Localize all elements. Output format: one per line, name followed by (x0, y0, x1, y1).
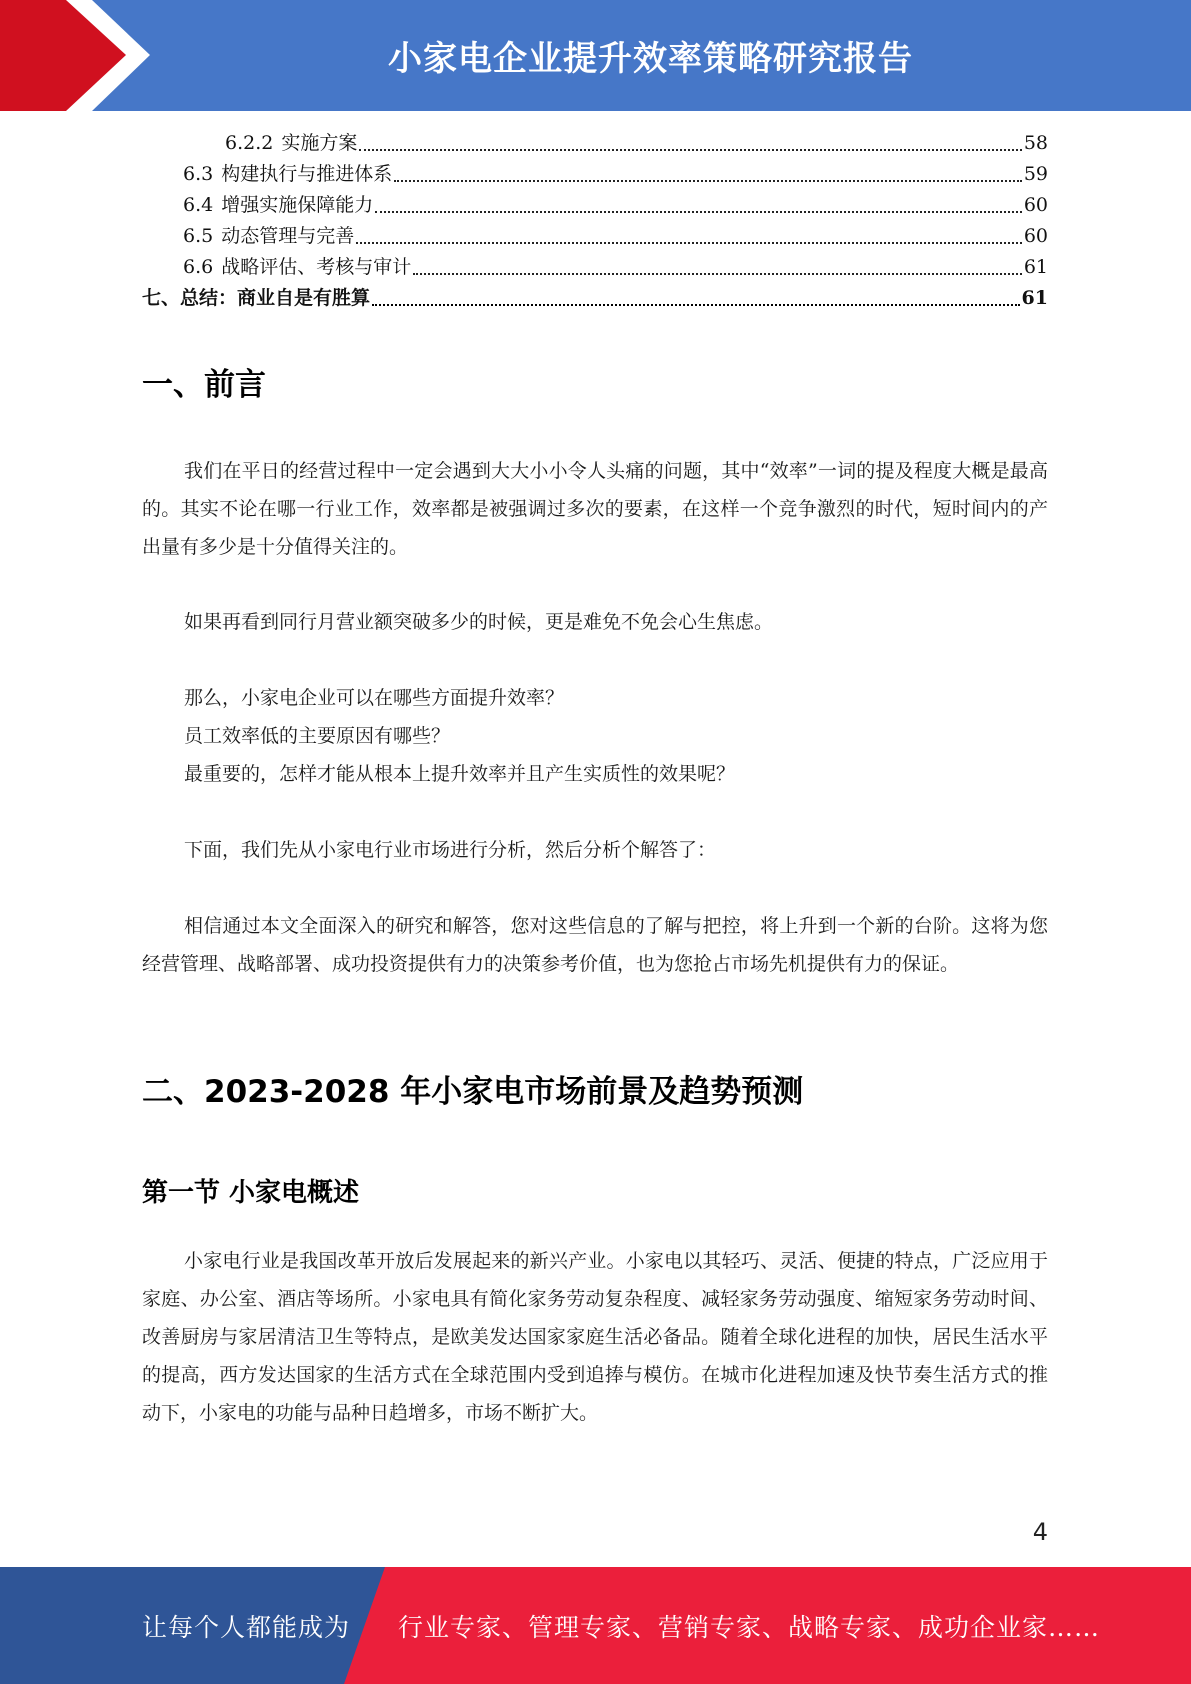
toc-entry[interactable] (142, 221, 1048, 252)
toc-entry[interactable] (142, 252, 1048, 283)
toc-entry-title: 动态管理与完善 (221, 225, 355, 247)
toc-leader-dots (372, 303, 1020, 306)
toc-entry-number: 6.6 (183, 256, 214, 278)
toc-entry-page: 58 (1023, 132, 1048, 154)
toc-entry-title: 七、总结：商业自是有胜算 (142, 287, 371, 309)
report-title: 小家电企业提升效率策略研究报告 (388, 39, 913, 79)
footer-banner (0, 1567, 1191, 1684)
header-banner (0, 0, 1191, 111)
body-paragraph: 下面，我们先从小家电行业市场进行分析，然后分析个解答了： (184, 839, 717, 861)
body-paragraph: 如果再看到同行月营业额突破多少的时候，更是难免不免会心生焦虑。 (184, 611, 774, 633)
section-heading-market-outlook: 二、2023-2028 年小家电市场前景及趋势预测 (142, 1074, 804, 1110)
toc-leader-dots (356, 241, 1022, 244)
body-paragraph: 员工效率低的主要原因有哪些？ (184, 725, 451, 747)
toc-entry[interactable] (142, 283, 1048, 314)
toc-entry-title: 战略评估、考核与审计 (221, 256, 412, 278)
table-of-contents (142, 128, 1048, 314)
toc-leader-dots (394, 179, 1022, 182)
toc-entry-title: 构建执行与推进体系 (221, 163, 393, 185)
footer-slogan-left: 让每个人都能成为 (142, 1612, 351, 1642)
toc-entry-number: 6.5 (183, 225, 214, 247)
toc-entry[interactable] (142, 128, 1048, 159)
toc-entry-number: 6.3 (183, 163, 214, 185)
toc-leader-dots (359, 148, 1021, 151)
body-paragraph: 我们在平日的经营过程中一定会遇到大大小小令人头痛的问题，其中“效率”一词的提及程度大概是最高的。其实不论在哪一行业工作，效率都是被强调过多次的要素，在这样一个竞争激烈的时代，短时间内的产出量有多少是十分值得关注的。 (142, 460, 1048, 558)
footer-slogan-right: 行业专家、管理专家、营销专家、战略专家、成功企业家…… (398, 1612, 1101, 1642)
toc-entry-page: 60 (1023, 225, 1048, 247)
toc-leader-dots (413, 272, 1022, 275)
section-heading-preface: 一、前言 (142, 367, 266, 403)
body-paragraph: 那么，小家电企业可以在哪些方面提升效率？ (184, 687, 565, 709)
subsection-heading-overview: 第一节 小家电概述 (142, 1178, 360, 1208)
toc-entry-page: 59 (1023, 163, 1048, 185)
toc-entry[interactable] (142, 190, 1048, 221)
toc-leader-dots (375, 210, 1022, 213)
body-paragraph: 相信通过本文全面深入的研究和解答，您对这些信息的了解与把控，将上升到一个新的台阶。这将为您经营管理、战略部署、成功投资提供有力的决策参考价值，也为您抢占市场先机提供有力的保证。 (142, 915, 1048, 975)
toc-entry-page: 60 (1023, 194, 1048, 216)
toc-entry-title: 实施方案 (281, 132, 358, 154)
body-paragraph: 小家电行业是我国改革开放后发展起来的新兴产业。小家电以其轻巧、灵活、便捷的特点，广泛应用于家庭、办公室、酒店等场所。小家电具有简化家务劳动复杂程度、减轻家务劳动强度、缩短家务劳动时间、改善厨房与家居清洁卫生等特点，是欧美发达国家家庭生活必备品。随着全球化进程的加快，居民生活水平的提高，西方发达国家的生活方式在全球范围内受到追捧与模仿。在城市化进程加速及快节奏生活方式的推动下，小家电的功能与品种日趋增多，市场不断扩大。 (142, 1250, 1048, 1424)
body-paragraph: 最重要的，怎样才能从根本上提升效率并且产生实质性的效果呢？ (184, 763, 736, 785)
header-chevron-decoration (0, 0, 150, 111)
page-number: 4 (1032, 1518, 1048, 1546)
toc-entry[interactable] (142, 159, 1048, 190)
toc-entry-title: 增强实施保障能力 (221, 194, 374, 216)
toc-entry-page: 61 (1021, 287, 1048, 309)
toc-entry-number: 6.2.2 (225, 132, 274, 154)
toc-entry-number: 6.4 (183, 194, 214, 216)
toc-entry-page: 61 (1023, 256, 1048, 278)
